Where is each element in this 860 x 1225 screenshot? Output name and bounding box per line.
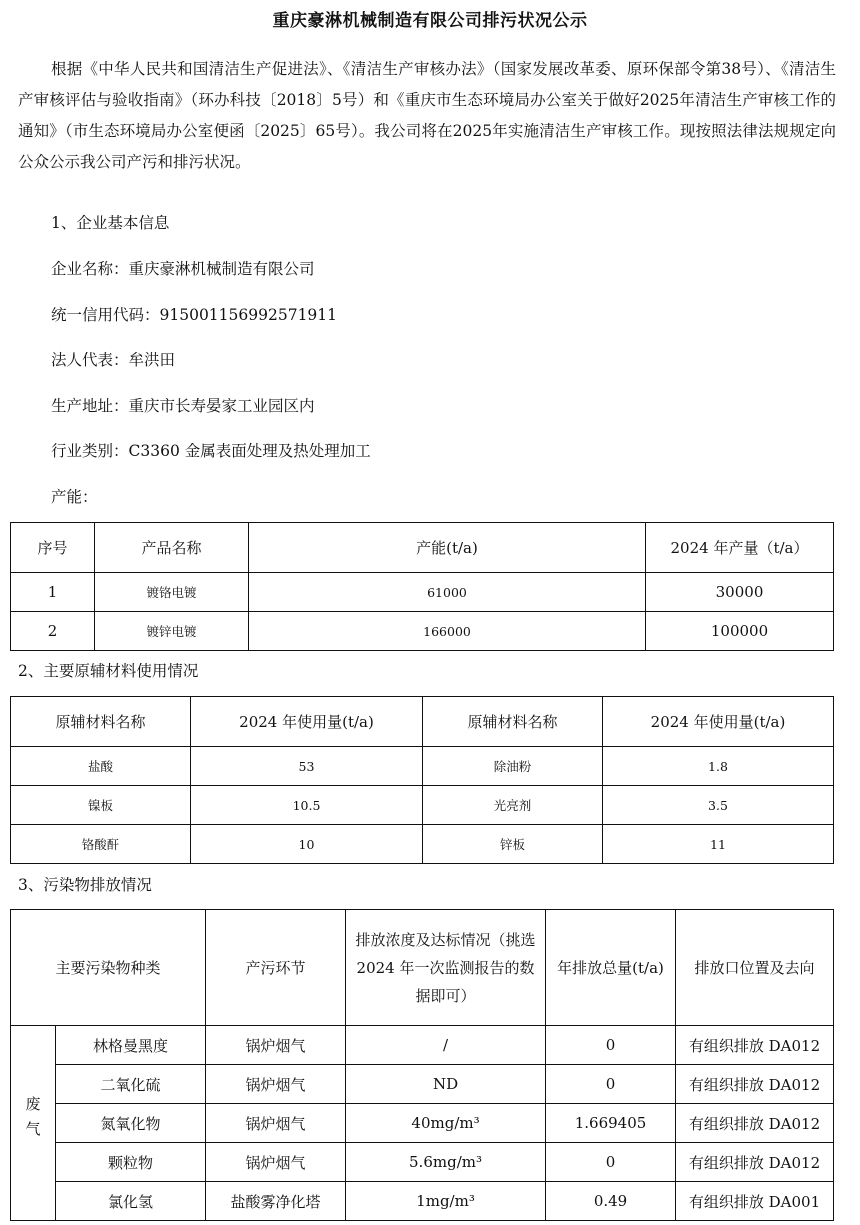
capacity-label: 产能：: [51, 488, 98, 506]
table-cell: 氯化氢: [56, 1182, 206, 1221]
table-cell: 盐酸: [11, 747, 191, 786]
company-name: 企业名称：重庆豪淋机械制造有限公司: [51, 260, 315, 278]
table-row: [11, 825, 834, 864]
table-cell: 锅炉烟气: [206, 1065, 346, 1104]
table-cell: 53: [191, 747, 423, 786]
table-cell: 颗粒物: [56, 1143, 206, 1182]
production-address: 生产地址：重庆市长寿晏家工业园区内: [51, 397, 315, 415]
header-cell: 产品名称: [95, 523, 249, 573]
materials-table: [10, 696, 834, 864]
credit-code: 统一信用代码：915001156992571911: [51, 306, 338, 324]
table-row: [11, 786, 834, 825]
table-cell: 11: [603, 825, 834, 864]
header-cell: 产污环节: [206, 910, 346, 1026]
header-cell: 主要污染物种类: [11, 910, 206, 1026]
table-cell: ND: [346, 1065, 546, 1104]
header-cell: 序号: [11, 523, 95, 573]
table-cell: 有组织排放 DA012: [676, 1065, 834, 1104]
table-cell: 锌板: [423, 825, 603, 864]
table-cell: 锅炉烟气: [206, 1026, 346, 1065]
table-cell: 锅炉烟气: [206, 1104, 346, 1143]
table-cell: 0.49: [546, 1182, 676, 1221]
capacity-table: [10, 522, 834, 651]
header-cell: 2024 年使用量(t/a): [191, 697, 423, 747]
table-cell: 氮氧化物: [56, 1104, 206, 1143]
group-cell-waste-gas: [11, 1026, 56, 1221]
section2-heading: 2、主要原辅材料使用情况: [18, 662, 199, 680]
table-cell: 10.5: [191, 786, 423, 825]
table-row: [11, 573, 834, 612]
header-cell: 年排放总量(t/a): [546, 910, 676, 1026]
group-label: 废气: [23, 1096, 42, 1146]
table-cell: 61000: [249, 573, 646, 612]
table-cell: 锅炉烟气: [206, 1143, 346, 1182]
legal-representative: 法人代表：牟洪田: [51, 351, 176, 369]
section1-heading: 1、企业基本信息: [51, 214, 170, 232]
industry-category: 行业类别：C3360 金属表面处理及热处理加工: [51, 442, 371, 460]
table-header-row: [11, 523, 834, 573]
header-cell: 排放口位置及去向: [676, 910, 834, 1026]
table-cell: 100000: [646, 612, 834, 651]
table-cell: 镍板: [11, 786, 191, 825]
table-cell: 有组织排放 DA012: [676, 1143, 834, 1182]
table-cell: 光亮剂: [423, 786, 603, 825]
table-cell: 0: [546, 1065, 676, 1104]
table-cell: 盐酸雾净化塔: [206, 1182, 346, 1221]
table-cell: 5.6mg/m³: [346, 1143, 546, 1182]
header-cell: 原辅材料名称: [423, 697, 603, 747]
table-cell: 1.669405: [546, 1104, 676, 1143]
table-cell: 有组织排放 DA012: [676, 1104, 834, 1143]
header-cell: 原辅材料名称: [11, 697, 191, 747]
section3-heading: 3、污染物排放情况: [18, 876, 152, 894]
table-cell: 有组织排放 DA012: [676, 1026, 834, 1065]
pollutant-table: [10, 909, 834, 1221]
table-row: [11, 747, 834, 786]
intro-paragraph: 根据《中华人民共和国清洁生产促进法》、《清洁生产审核办法》（国家发展改革委、原环保部令第38号）、《清洁生产审核评估与验收指南》（环办科技〔2018〕5号）和《重庆市生态环境局办公室关于做好2025年清洁生产审核工作的通知》（市生态环境局办公室便函〔2025〕65号）。我公司将在2025年实施清洁生产审核工作。现按照法律法规规定向公众公示我公司产污和排污状况。: [18, 60, 836, 171]
table-row: [11, 1065, 834, 1104]
table-cell: 10: [191, 825, 423, 864]
table-cell: 40mg/m³: [346, 1104, 546, 1143]
table-cell: 镀锌电镀: [95, 612, 249, 651]
table-row: [11, 1026, 834, 1065]
table-header-row: [11, 697, 834, 747]
table-row: [11, 1182, 834, 1221]
table-cell: 0: [546, 1026, 676, 1065]
table-cell: 铬酸酐: [11, 825, 191, 864]
header-cell: 2024 年使用量(t/a): [603, 697, 834, 747]
table-cell: 林格曼黑度: [56, 1026, 206, 1065]
table-row: [11, 1143, 834, 1182]
table-cell: 3.5: [603, 786, 834, 825]
table-cell: 30000: [646, 573, 834, 612]
table-cell: 2: [11, 612, 95, 651]
header-cell: 排放浓度及达标情况（挑选 2024 年一次监测报告的数据即可）: [346, 910, 546, 1026]
table-cell: 二氧化硫: [56, 1065, 206, 1104]
table-cell: 1: [11, 573, 95, 612]
table-row: [11, 612, 834, 651]
header-cell: 产能(t/a): [249, 523, 646, 573]
table-cell: /: [346, 1026, 546, 1065]
table-cell: 0: [546, 1143, 676, 1182]
table-header-row: [11, 910, 834, 1026]
table-cell: 镀铬电镀: [95, 573, 249, 612]
table-cell: 166000: [249, 612, 646, 651]
table-cell: 1mg/m³: [346, 1182, 546, 1221]
table-row: [11, 1104, 834, 1143]
document-title: 重庆豪淋机械制造有限公司排污状况公示: [272, 11, 588, 31]
table-cell: 有组织排放 DA001: [676, 1182, 834, 1221]
table-cell: 除油粉: [423, 747, 603, 786]
table-cell: 1.8: [603, 747, 834, 786]
header-cell: 2024 年产量（t/a）: [646, 523, 834, 573]
